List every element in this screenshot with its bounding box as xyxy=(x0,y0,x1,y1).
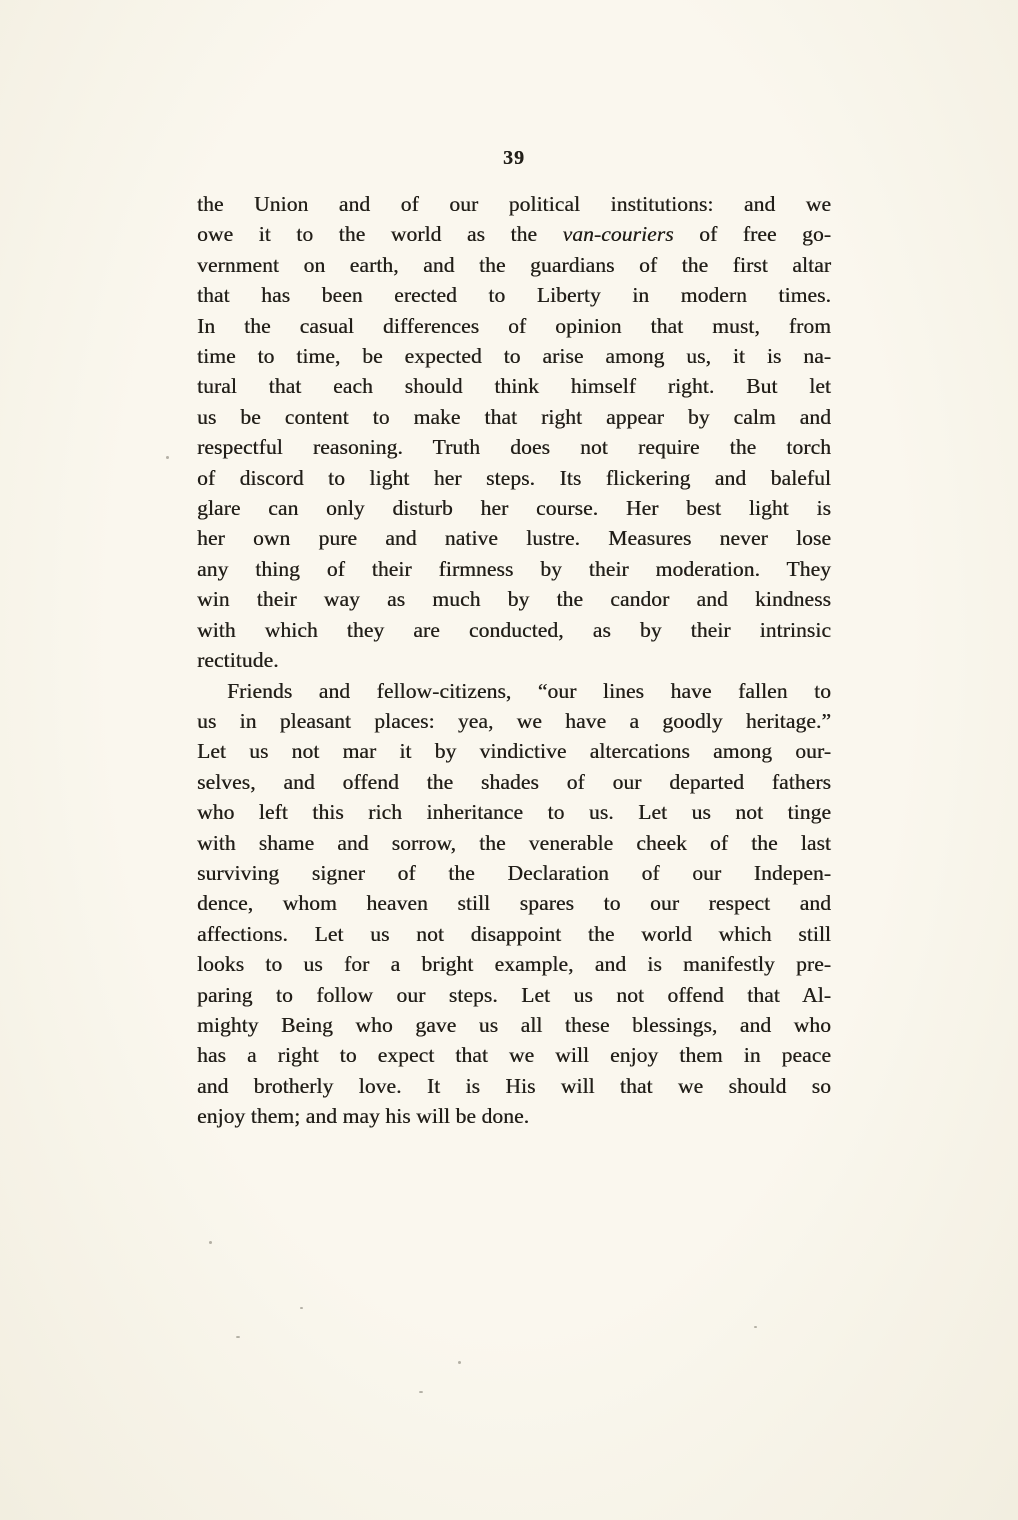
text-line: glare can only disturb her course. Her best light is xyxy=(197,496,831,521)
text-line: enjoy them; and may his will be done. xyxy=(197,1104,530,1129)
text-line: tural that each should think himself right. But let xyxy=(197,374,831,399)
text-line: any thing of their firmness by their moderation. They xyxy=(197,556,831,581)
text-line: us be content to make that right appear by calm and xyxy=(197,404,831,429)
scan-speck xyxy=(166,456,169,459)
text-line: with which they are conducted, as by their intrinsic xyxy=(197,617,831,642)
text-line: selves, and offend the shades of our departed fathers xyxy=(197,769,831,794)
text-line: mighty Being who gave us all these blessings, and who xyxy=(197,1012,831,1037)
scan-speck xyxy=(209,1241,212,1244)
text-line: Friends and fellow-citizens, “our lines have fallen to xyxy=(227,678,831,703)
text-line: In the casual differences of opinion that must, from xyxy=(197,313,831,338)
paragraph xyxy=(197,676,831,1132)
text-line: has a right to expect that we will enjoy them in peace xyxy=(197,1043,831,1068)
text-line: her own pure and native lustre. Measures never lose xyxy=(197,526,831,551)
text-line: that has been erected to Liberty in modern times. xyxy=(197,283,831,308)
paragraph xyxy=(197,189,831,676)
text-line: rectitude. xyxy=(197,648,279,673)
text-line: time to time, be expected to arise among us, it is na- xyxy=(197,344,831,369)
text-line: looks to us for a bright example, and is manifestly pre- xyxy=(197,952,831,977)
scan-speck xyxy=(236,1336,240,1338)
text-line: of discord to light her steps. Its flickering and baleful xyxy=(197,465,831,490)
text-line: surviving signer of the Declaration of our Indepen- xyxy=(197,860,831,885)
text-line: dence, whom heaven still spares to our respect and xyxy=(197,891,831,916)
text-line: the Union and of our political institutions: and we xyxy=(197,192,831,216)
text-line: win their way as much by the candor and kindness xyxy=(197,587,831,612)
text-line: who left this rich inheritance to us. Let us not tinge xyxy=(197,800,831,825)
text-line: us in pleasant places: yea, we have a goodly heritage.” xyxy=(197,708,831,733)
text-line: vernment on earth, and the guardians of the first altar xyxy=(197,252,831,277)
text-line: owe it to the world as the van-couriers of free go- xyxy=(197,222,831,247)
text-line: respectful reasoning. Truth does not require the torch xyxy=(197,435,831,460)
text-line: Let us not mar it by vindictive altercations among our- xyxy=(197,739,831,764)
scan-speck xyxy=(458,1361,461,1364)
text-line: with shame and sorrow, the venerable cheek of the last xyxy=(197,830,831,855)
scan-speck xyxy=(300,1307,303,1309)
text-block xyxy=(197,189,831,1132)
text-line: affections. Let us not disappoint the world which still xyxy=(197,921,831,946)
text-line: paring to follow our steps. Let us not offend that Al- xyxy=(197,982,831,1007)
page-number: 39 xyxy=(503,147,525,169)
text-line: and brotherly love. It is His will that we should so xyxy=(197,1073,831,1098)
scan-speck xyxy=(754,1326,757,1328)
scan-speck xyxy=(419,1391,423,1393)
